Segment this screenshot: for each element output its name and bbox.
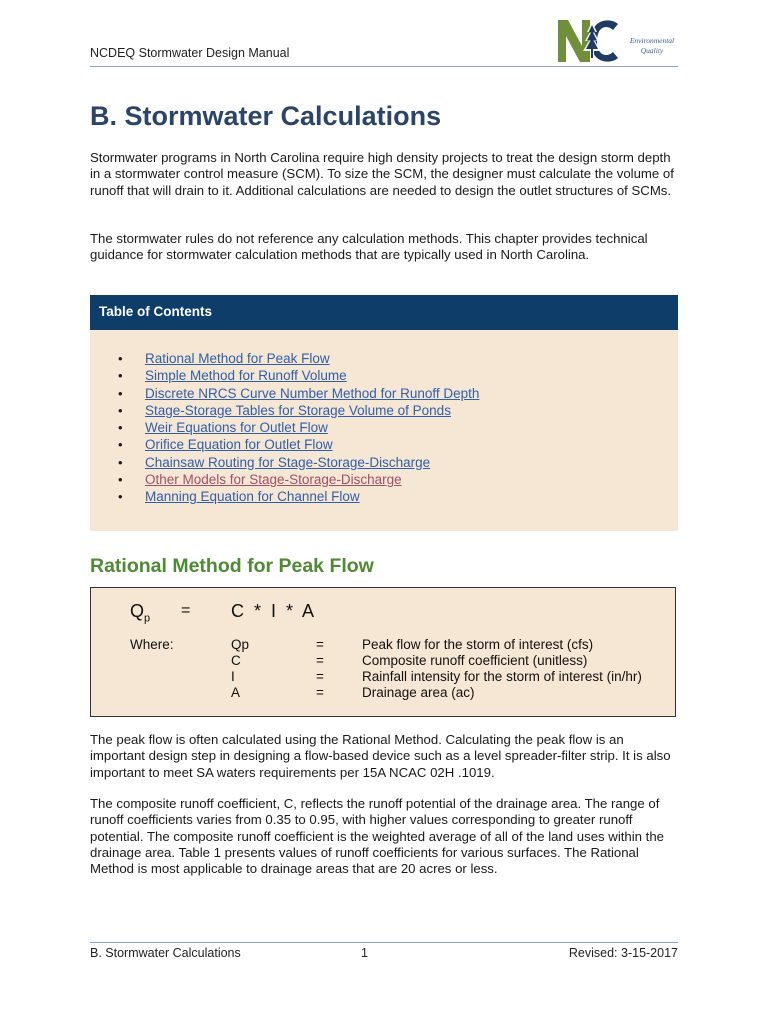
toc-item: [115, 402, 479, 419]
toc-heading: Table of Contents: [90, 295, 678, 330]
body-paragraph-1: The peak flow is often calculated using the Rational Method. Calculating the peak flow is an important design step in designing a flow-based device such as a level spreader-filter strip. It is also important to meet SA waters requirements per 15A NCAC 02H .1019.: [90, 732, 671, 780]
symbol-a: A: [231, 685, 241, 700]
logo-line-1: Environmental: [629, 36, 675, 45]
footer-revision-date: Revised: 3-15-2017: [568, 946, 678, 960]
toc-link-simple-method[interactable]: Simple Method for Runoff Volume: [145, 368, 347, 384]
footer-divider: [90, 942, 678, 943]
equals-qp: =: [316, 637, 324, 652]
toc-link-other-models[interactable]: Other Models for Stage-Storage-Discharge: [145, 472, 402, 488]
equals-a: =: [316, 685, 324, 700]
toc-item: [115, 454, 479, 471]
definition-a: Drainage area (ac): [362, 685, 475, 700]
symbol-qp: Qp: [231, 637, 250, 652]
toc-item: [115, 419, 479, 436]
toc-link-orifice-equation[interactable]: Orifice Equation for Outlet Flow: [145, 437, 333, 453]
toc-link-nrcs-curve-number[interactable]: Discrete NRCS Curve Number Method for Runoff Depth: [145, 385, 480, 401]
equation-lhs: [130, 601, 150, 625]
toc-item: [115, 436, 479, 453]
toc-list: [115, 350, 479, 506]
where-label: Where:: [130, 637, 174, 652]
logo-tagline: [626, 36, 678, 56]
body-paragraph-2: The composite runoff coefficient, C, reflects the runoff potential of the drainage area. The range of runoff coefficients varies from 0.35 to 0.95, with higher values corresponding to greater runoff potential. The composite runoff coefficient is the weighted average of all of the land uses within the drainage area. Table 1 presents values of runoff coefficients for various surfaces. The Rational Method is most applicable to drainage areas that are 20 acres or less.: [90, 796, 665, 877]
toc-item: [115, 471, 479, 488]
equals-c: =: [316, 653, 324, 668]
toc-link-chainsaw-routing[interactable]: Chainsaw Routing for Stage-Storage-Discharge: [145, 454, 431, 470]
equals-i: =: [316, 669, 324, 684]
toc-item: [115, 488, 479, 505]
toc-item: [115, 350, 479, 367]
footer-section-title: B. Stormwater Calculations: [90, 946, 241, 960]
intro-paragraph-2: The stormwater rules do not reference any calculation methods. This chapter provides technical guidance for stormwater calculation methods that are typically used in North Carolina.: [90, 231, 648, 263]
toc-link-rational-method[interactable]: Rational Method for Peak Flow: [145, 351, 330, 366]
section-heading: Rational Method for Peak Flow: [90, 555, 374, 577]
equation-equals: =: [181, 602, 191, 619]
footer-page-number: 1: [361, 946, 368, 960]
definition-c: Composite runoff coefficient (unitless): [362, 653, 588, 668]
toc-item: [115, 367, 479, 384]
equation-lhs-base: Q: [130, 601, 145, 621]
toc-link-manning-equation[interactable]: Manning Equation for Channel Flow: [145, 489, 360, 505]
equation-lhs-subscript: p: [144, 612, 151, 625]
symbol-i: I: [231, 669, 235, 684]
definition-i: Rainfall intensity for the storm of interest (in/hr): [362, 669, 642, 684]
toc-link-stage-storage-tables[interactable]: Stage-Storage Tables for Storage Volume of Ponds: [145, 402, 451, 418]
equation-box: [90, 587, 676, 717]
intro-paragraph-1: Stormwater programs in North Carolina require high density projects to treat the design storm depth in a stormwater control measure (SCM). To size the SCM, the designer must calculate the volume of runoff that will drain to it. Additional calculations are needed to design the outlet structures of SCMs.: [90, 150, 674, 198]
toc-item: [115, 385, 479, 402]
equation-rhs: C * I * A: [231, 601, 315, 621]
header-divider: [90, 66, 678, 67]
logo-line-2: Quality: [640, 46, 664, 55]
symbol-c: C: [231, 653, 241, 668]
page-title: B. Stormwater Calculations: [90, 101, 442, 131]
definition-qp: Peak flow for the storm of interest (cfs): [362, 637, 594, 652]
manual-title: NCDEQ Stormwater Design Manual: [90, 46, 290, 60]
toc-link-weir-equations[interactable]: Weir Equations for Outlet Flow: [145, 420, 328, 436]
